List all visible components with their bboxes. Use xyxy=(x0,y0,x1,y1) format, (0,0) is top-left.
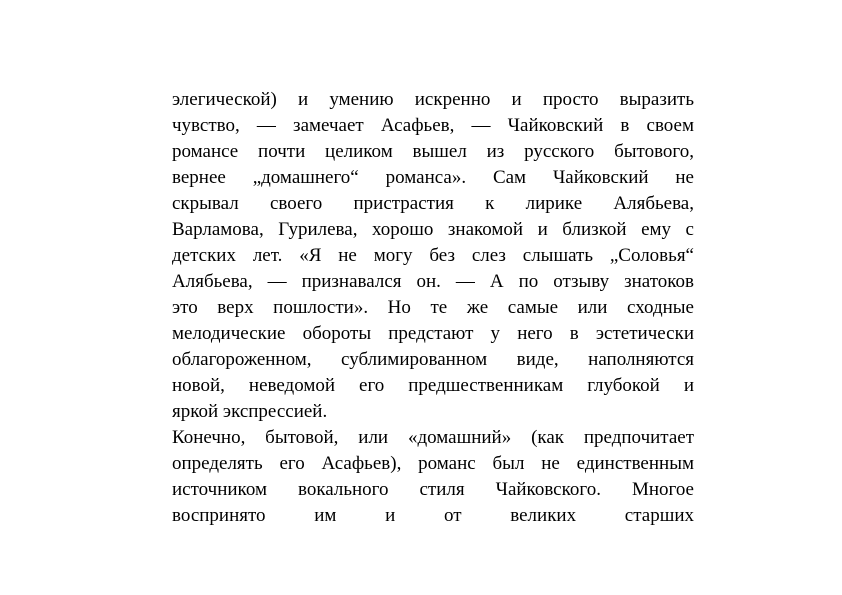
text-line: яркой экспрессией. xyxy=(172,401,328,422)
text-line: Алябьева, — признавался он. — А по отзыву знатоков xyxy=(172,271,694,292)
text-line: воспринято им и от великих старших xyxy=(172,505,694,526)
text-line: детских лет. «Я не могу без слез слышать „Соловья“ xyxy=(172,245,694,266)
text-line: мелодические обороты предстают у него в эстетически xyxy=(172,323,694,344)
text-line: новой, неведомой его предшественникам глубокой и xyxy=(172,375,694,396)
text-line: вернее „домашнего“ романса». Сам Чайковский не xyxy=(172,167,694,188)
text-line: это верх пошлости». Но те же самые или сходные xyxy=(172,297,694,318)
text-line: романсе почти целиком вышел из русского бытового, xyxy=(172,141,694,162)
text-line: элегической) и умению искренно и просто выразить xyxy=(172,89,694,110)
text-line: Конечно, бытовой, или «домашний» (как предпочитает xyxy=(172,427,694,448)
text-line: Варламова, Гурилева, хорошо знакомой и близкой ему с xyxy=(172,219,694,240)
text-line: скрывал своего пристрастия к лирике Алябьева, xyxy=(172,193,694,214)
text-line: чувство, — замечает Асафьев, — Чайковский в своем xyxy=(172,115,694,136)
text-line: облагороженном, сублимированном виде, наполняются xyxy=(172,349,694,370)
body-text xyxy=(172,87,694,529)
text-line: источником вокального стиля Чайковского. Многое xyxy=(172,479,694,500)
text-line: определять его Асафьев), романс был не единственным xyxy=(172,453,694,474)
